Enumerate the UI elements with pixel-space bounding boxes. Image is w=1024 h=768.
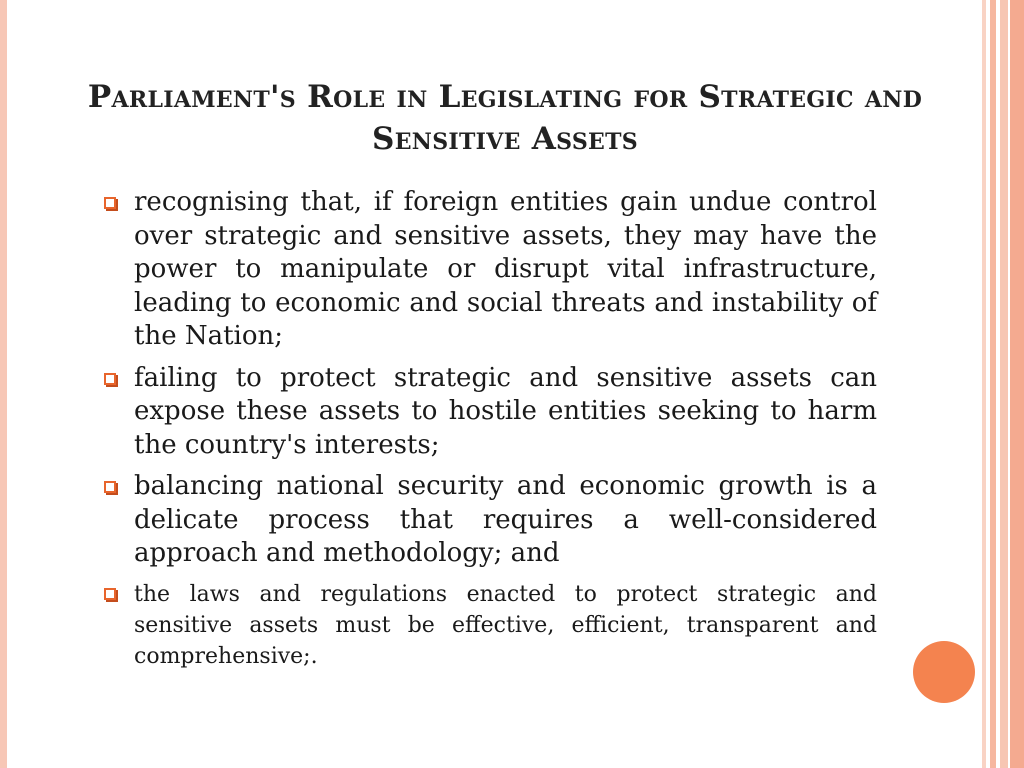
- bullet-item: [100, 579, 877, 672]
- square-bullet-icon: [104, 588, 116, 600]
- stripe: [982, 0, 986, 768]
- stripe: [990, 0, 996, 768]
- square-bullet-icon: [104, 197, 116, 209]
- bullet-list: [100, 186, 877, 672]
- stripe: [1000, 0, 1008, 768]
- slide-title: Parliament's Role in Legislating for Strategic and Sensitive Assets: [87, 79, 923, 157]
- bullet-text: the laws and regulations enacted to protect strategic and sensitive assets must be effective, efficient, transparent and comprehensive;.: [134, 581, 877, 669]
- stripe: [1010, 0, 1024, 768]
- bullet-item: [100, 186, 877, 354]
- bullet-item: [100, 362, 877, 463]
- right-decorative-stripes: [982, 0, 1024, 768]
- left-border: [0, 0, 7, 768]
- square-bullet-icon: [104, 373, 116, 385]
- bullet-text: failing to protect strategic and sensitive assets can expose these assets to hostile entities seeking to harm the country's interests;: [134, 362, 877, 460]
- decorative-circle: [913, 641, 975, 703]
- square-bullet-icon: [104, 481, 116, 493]
- bullet-text: recognising that, if foreign entities gain undue control over strategic and sensitive assets, they may have the power to manipulate or disrupt vital infrastructure, leading to economic and social threats and instability of the Nation;: [134, 187, 877, 351]
- bullet-text: balancing national security and economic growth is a delicate process that requires a well-considered approach and methodology; and: [134, 471, 877, 568]
- bullet-item: [100, 470, 877, 571]
